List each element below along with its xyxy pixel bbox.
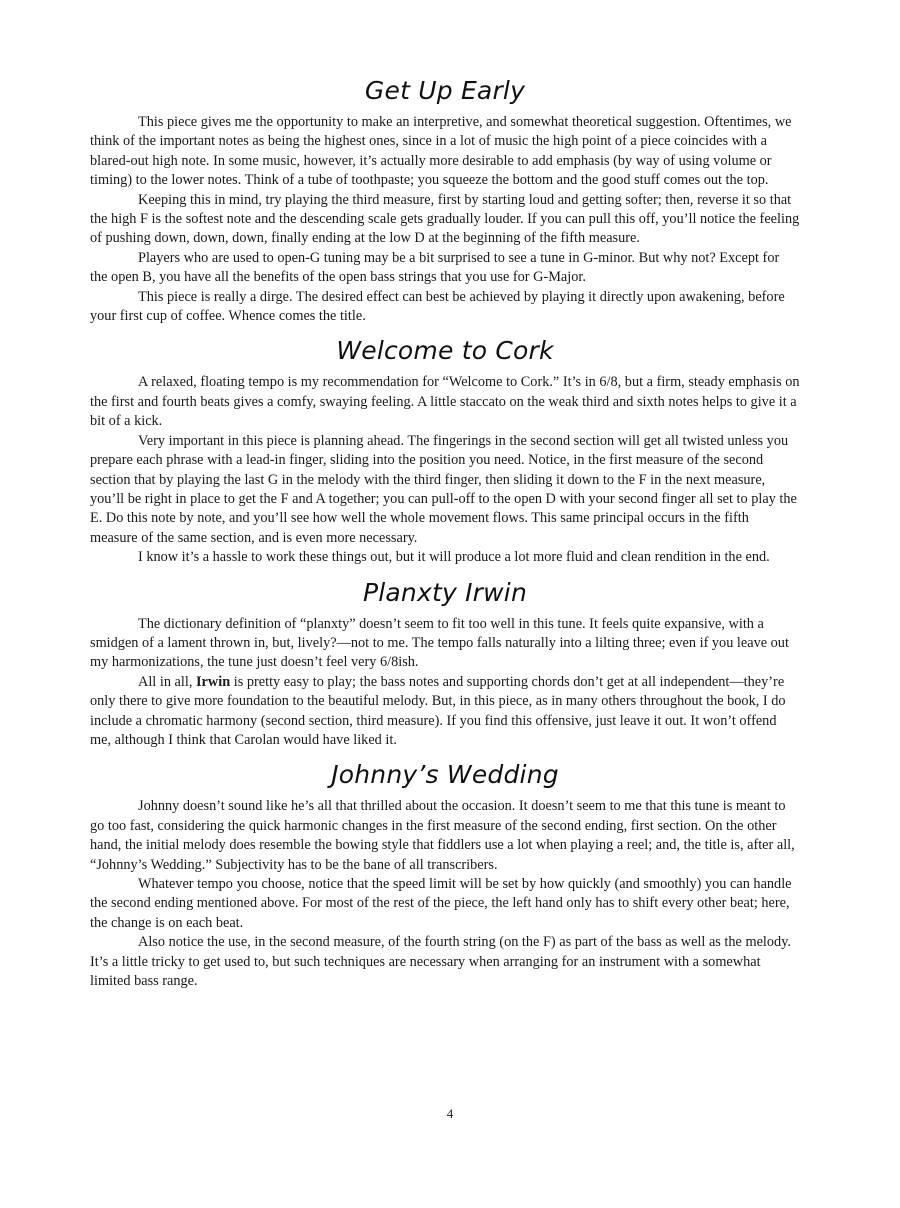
paragraph: This piece gives me the opportunity to make an interpretive, and somewhat theoretical suggestion. Oftentimes, we think of the important notes as being the highest ones, since in a lot of music the high point of a piece coincides with a blared-out high note. In some music, however, it’s actually more desirable to add emphasis (by way of using volume or timing) to the lower notes. Think of a tube of toothpaste; you squeeze the bottom and the good stuff comes out the top. bbox=[90, 114, 792, 189]
paragraph: Keeping this in mind, try playing the third measure, first by starting loud and getting softer; then, reverse it so that the high F is the softest note and the descending scale gets gradually louder. If you can pull this off, you’ll notice the feeling of pushing down, down, down, finally ending at the low D at the beginning of the fifth measure. bbox=[90, 191, 800, 247]
section-title: Planxty Irwin bbox=[362, 577, 527, 607]
paragraph: The dictionary definition of “planxty” doesn’t seem to fit too well in this tune. It feels quite expansive, with a smidgen of a lament thrown in, but, lively?—not to me. The tempo falls naturally into a lilting three; even if you leave out my harmonizations, the tune just doesn’t feel very 6/8ish. bbox=[90, 615, 789, 671]
section-johnnys-wedding bbox=[90, 758, 800, 991]
section-planxty-irwin bbox=[90, 576, 800, 751]
section-welcome-to-cork bbox=[90, 334, 800, 567]
paragraph: I know it’s a hassle to work these things out, but it will produce a lot more fluid and clean rendition in the end. bbox=[138, 549, 770, 566]
paragraph-text: is pretty easy to play; the bass notes and supporting chords don’t get at all independent—they’re only there to give more foundation to the beautiful melody. But, in this piece, as in many others throughout the book, I do include a chromatic harmony (second section, third measure). If you find this offensive, just leave it out. It won’t offend me, although I think that Carolan would have liked it. bbox=[90, 673, 786, 748]
page-number: 4 bbox=[446, 1106, 454, 1121]
section-title: Get Up Early bbox=[364, 76, 526, 105]
tune-name-emphasis: Irwin bbox=[195, 673, 231, 690]
paragraph bbox=[90, 673, 800, 751]
section-get-up-early bbox=[90, 74, 800, 326]
paragraph: Players who are used to open-G tuning may be a bit surprised to see a tune in G-minor. But why not? Except for the open B, you have all the benefits of the open bass strings that you use for G-Major. bbox=[90, 249, 780, 286]
page-content bbox=[90, 74, 800, 991]
paragraph-text: All in all, bbox=[138, 673, 196, 690]
paragraph: This piece is really a dirge. The desired effect can best be achieved by playing it directly upon awakening, before your first cup of coffee. Whence comes the title. bbox=[90, 288, 785, 325]
paragraph: Very important in this piece is planning ahead. The fingerings in the second section will get all twisted unless you prepare each phrase with a lead-in finger, sliding into the position you need. Notice, in the first measure of the second section that by playing the last G in the melody with the third finger, then sliding it down to the F in the next measure, you’ll be right in place to get the F and A together; you can pull-off to the open D with your second finger all set to play the E. Do this note by note, and you’ll see how well the whole movement flows. This same principal occurs in the fifth measure of the same section, and is even more necessary. bbox=[90, 432, 797, 546]
section-title: Johnny’s Wedding bbox=[331, 760, 559, 790]
section-title: Welcome to Cork bbox=[336, 336, 554, 366]
paragraph: Also notice the use, in the second measure, of the fourth string (on the F) as part of the bass as well as the melody. It’s a little tricky to get used to, but such techniques are necessary when arranging for an instrument with a somewhat limited bass range. bbox=[90, 934, 791, 990]
paragraph: A relaxed, floating tempo is my recommendation for “Welcome to Cork.” It’s in 6/8, but a firm, steady emphasis on the first and fourth beats gives a comfy, swaying feeling. A little staccato on the weak third and sixth notes helps to give it a bit of a kick. bbox=[90, 374, 800, 430]
paragraph: Johnny doesn’t sound like he’s all that thrilled about the occasion. It doesn’t seem to me that this tune is meant to go too fast, considering the quick harmonic changes in the first measure of the second ending, first section. On the other hand, the initial melody does resemble the bowing style that fiddlers use a lot when playing a reel; and, the title is, after all, “Johnny’s Wedding.” Subjectivity has to be the bane of all transcribers. bbox=[90, 798, 795, 873]
paragraph: Whatever tempo you choose, notice that the speed limit will be set by how quickly (and smoothly) you can handle the second ending mentioned above. For most of the rest of the piece, the left hand only has to shift every other beat; here, the change is on each beat. bbox=[90, 876, 792, 931]
